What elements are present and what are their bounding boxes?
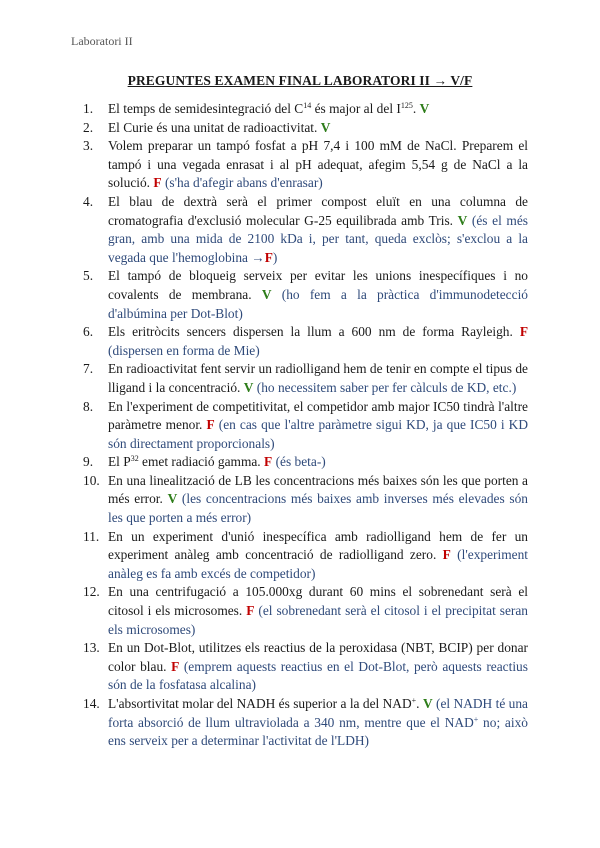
item-number: 1.	[83, 101, 94, 116]
explanation: (emprem aquests reactius en el Dot-Blot, però aquests reactius són de la fosfatasa alcalina)	[108, 658, 528, 693]
answer-false: F	[519, 324, 529, 340]
question-text: .	[412, 101, 417, 116]
answer-false: F	[442, 547, 451, 563]
item-number: 9.	[83, 454, 94, 470]
item-number: 10.	[83, 472, 100, 488]
item-number: 14.	[83, 696, 100, 711]
question-text: En radioactivitat fent servir un radiolligand hem de tenir en compte el tipus de lligand i la concentració.	[108, 361, 528, 395]
answer-true: V	[243, 379, 254, 395]
question-text: és major al del I	[311, 101, 401, 116]
item-number: 4.	[83, 193, 94, 209]
list-item	[83, 119, 528, 138]
answer-false: F	[246, 603, 255, 619]
question-text: El P	[108, 454, 131, 470]
list-item	[83, 193, 528, 267]
superscript: +	[473, 714, 479, 724]
answer-false: F	[153, 175, 162, 191]
explanation: )	[272, 249, 278, 265]
superscript: 14	[303, 101, 312, 110]
superscript: +	[411, 696, 417, 705]
list-item	[83, 583, 528, 639]
item-number: 3.	[83, 138, 94, 154]
explanation: (l'experiment anàleg es fa amb excés de competidor)	[108, 547, 528, 581]
item-number: 11.	[83, 528, 100, 544]
question-list	[83, 100, 528, 751]
answer-true: V	[422, 696, 433, 711]
list-item	[83, 100, 528, 119]
explanation: (ho necessitem saber per fer càlculs de KD, etc.)	[256, 379, 517, 395]
answer-false: F	[264, 454, 273, 470]
explanation: (és beta-)	[275, 454, 326, 470]
page-title: PREGUNTES EXAMEN FINAL LABORATORI II → V/F	[127, 73, 473, 88]
answer-false: F	[264, 249, 273, 265]
answer-true: V	[261, 286, 272, 302]
question-text: En una centrifugació a 105.000xg durant 60 mins el sobrenedant serà el citosol i els microsomes.	[108, 584, 528, 619]
explanation: (dispersen en forma de Mie)	[108, 342, 260, 358]
question-text: L'absortivitat molar del NADH és superior a la del NAD	[108, 696, 412, 711]
question-text: Els eritròcits sencers dispersen la llum a 600 nm de forma Rayleigh.	[108, 324, 513, 340]
list-item	[83, 360, 528, 397]
question-text: El Curie és una unitat de radioactivitat.	[108, 119, 318, 135]
answer-true: V	[167, 491, 178, 507]
explanation: (les concentracions més baixes amb inverses més elevades són les que porten a més error)	[108, 491, 528, 526]
answer-true: V	[457, 212, 468, 228]
question-text: En una linealització de LB les concentracions més baixes són les que porten a més error.	[108, 472, 528, 507]
explanation: (el NADH té una forta absorció de llum ultraviolada a 340 nm, mentre que el NAD	[108, 696, 528, 730]
question-text: emet radiació gamma.	[138, 454, 261, 470]
list-item	[83, 267, 528, 323]
item-number: 13.	[83, 640, 100, 656]
explanation: (ho fem a la pràctica d'immunodetecció d'albúmina per Dot-Blot)	[108, 286, 528, 321]
answer-true: V	[419, 101, 430, 116]
question-text: El temps de semidesintegració del C	[108, 101, 304, 116]
answer-true: V	[320, 119, 331, 135]
explanation: (el sobrenedant serà el citosol i el precipitat seran els microsomes)	[108, 603, 528, 637]
question-text: El blau de dextrà serà el primer compost eluït en una columna de cromatografia d'exclusió molecular G-25 equilibrada amb Tris.	[108, 193, 528, 228]
explanation: (és el més gran, amb una mida de 2100 kDa i, per tant, queda exclòs; s'exclou a la vegada que l'hemoglobina →	[108, 212, 528, 265]
item-number: 2.	[83, 119, 94, 135]
explanation: (en cas que l'altre paràmetre sigui KD, ja que IC50 i KD són directament proporcionals)	[108, 417, 528, 451]
question-text: En un experiment d'unió inespecífica amb radiolligand hem de fer un experiment anàleg amb concentració de radiolligand zero.	[108, 528, 528, 563]
list-item	[83, 472, 528, 528]
list-item	[83, 639, 528, 695]
list-item	[83, 453, 528, 472]
list-item	[83, 137, 528, 193]
question-text: .	[416, 696, 420, 711]
page-header: Laboratori II	[71, 34, 133, 48]
list-item	[83, 323, 528, 360]
explanation: (s'ha d'afegir abans d'enrasar)	[164, 175, 323, 191]
superscript: 125	[400, 101, 413, 110]
list-item	[83, 695, 528, 751]
item-number: 7.	[83, 361, 94, 377]
answer-false: F	[171, 658, 180, 674]
superscript: 32	[130, 454, 139, 464]
item-number: 6.	[83, 324, 94, 340]
item-number: 12.	[83, 584, 100, 600]
answer-false: F	[206, 417, 215, 433]
explanation: no; això ens serveix per a determinar l'activitat de l'LDH)	[108, 714, 528, 749]
question-text: En un Dot-Blot, utilitzes els reactius de la peroxidasa (NBT, BCIP) per donar color blau.	[108, 640, 528, 674]
item-number: 5.	[83, 268, 94, 284]
question-text: El tampó de bloqueig serveix per evitar les unions inespecífiques i no covalents de membrana.	[108, 268, 528, 302]
question-text: Volem preparar un tampó fosfat a pH 7,4 i 100 mM de NaCl. Preparem el tampó i una vegada enrasat i al pH adequat, afegim 5,54 g de NaCl a la solució.	[108, 138, 528, 191]
list-item	[83, 528, 528, 584]
list-item	[83, 398, 528, 454]
question-text: En l'experiment de competitivitat, el competidor amb major IC50 tindrà l'altre paràmetre menor.	[108, 398, 528, 433]
item-number: 8.	[83, 398, 94, 414]
